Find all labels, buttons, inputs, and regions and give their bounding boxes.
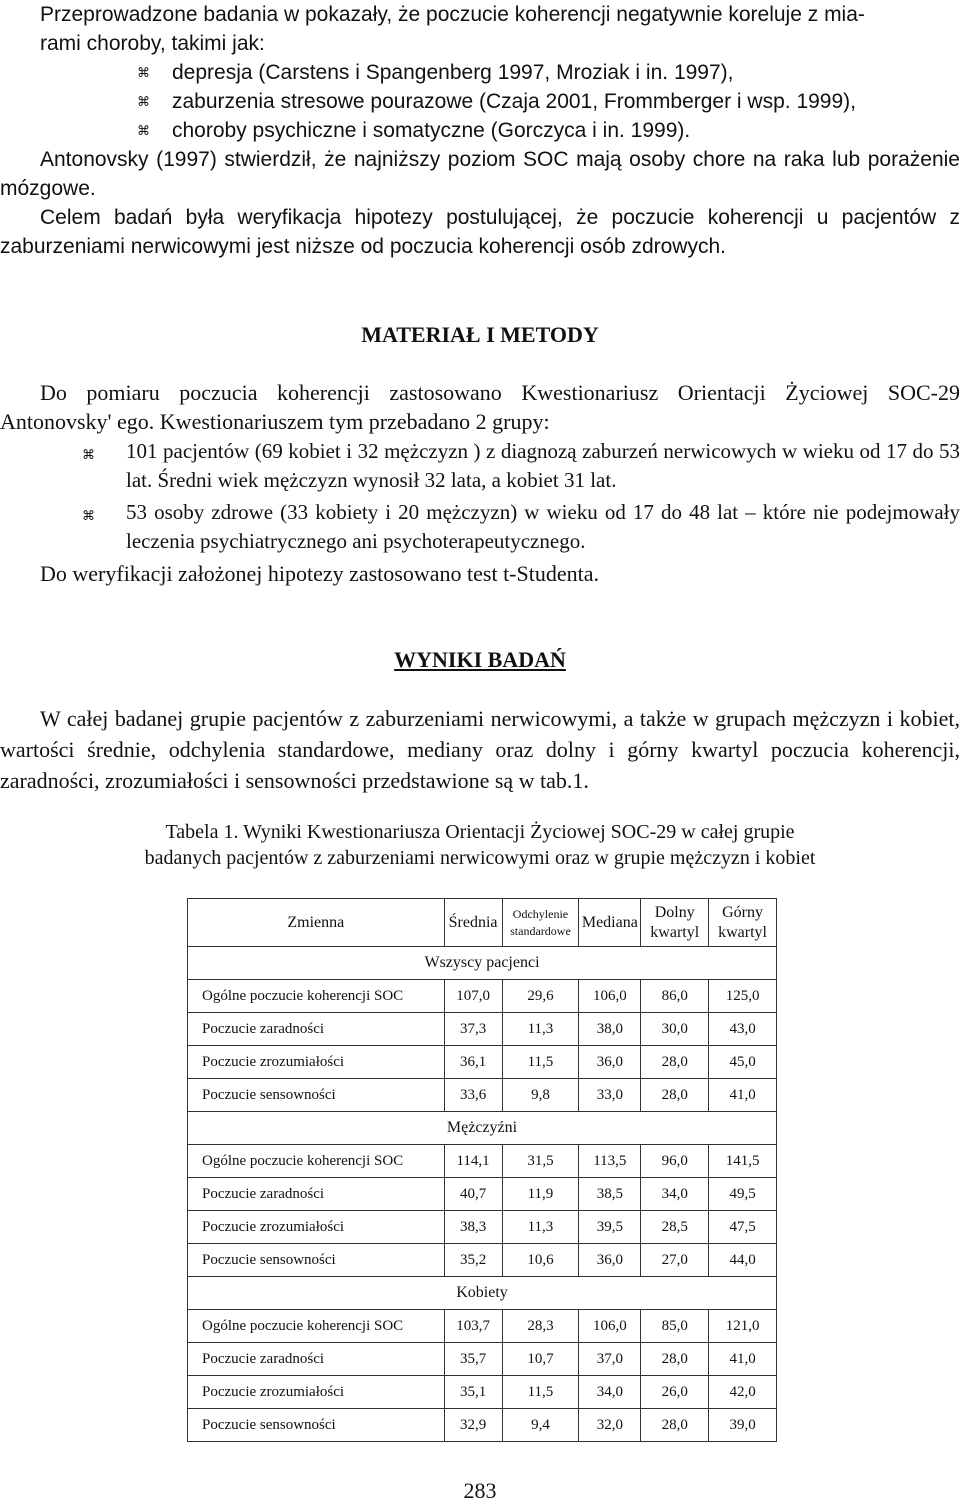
value-cell: 106,0 <box>579 1310 641 1343</box>
methods-heading: MATERIAŁ I METODY <box>361 322 599 347</box>
table-row <box>188 1145 777 1178</box>
results-heading: WYNIKI BADAŃ <box>394 647 566 672</box>
value-cell: 49,5 <box>709 1178 777 1211</box>
value-cell: 35,1 <box>444 1376 502 1409</box>
intro-line-2: rami choroby, takimi jak: <box>40 32 265 55</box>
value-cell: 47,5 <box>709 1211 777 1244</box>
row-variable-cell: Ogólne poczucie koherencji SOC <box>188 1145 445 1178</box>
value-cell: 28,3 <box>502 1310 579 1343</box>
methods-closing: Do weryfikacji założonej hipotezy zastosowano test t-Studenta. <box>40 561 599 586</box>
value-cell: 37,3 <box>444 1013 502 1046</box>
table-group-row <box>188 947 777 980</box>
value-cell: 32,9 <box>444 1409 502 1442</box>
value-cell: 11,5 <box>502 1046 579 1079</box>
value-cell: 11,3 <box>502 1211 579 1244</box>
table-row <box>188 1046 777 1079</box>
table-row <box>188 980 777 1013</box>
table-row <box>188 1211 777 1244</box>
value-cell: 11,3 <box>502 1013 579 1046</box>
table-row <box>188 1343 777 1376</box>
value-cell: 38,3 <box>444 1211 502 1244</box>
bullet-icon: ⌘ <box>137 123 150 138</box>
results-paragraph: W całej badanej grupie pacjentów z zaburzeniami nerwicowymi, a także w grupach mężczyzn i kobiet, wartości średnie, odchylenia standardowe, mediany oraz dolny i górny kwartyl poczucia koherencji, zaradności, zrozumiałości i sensowności przedstawione są w tab.1. <box>0 706 960 793</box>
value-cell: 11,9 <box>502 1178 579 1211</box>
value-cell: 36,0 <box>579 1046 641 1079</box>
intro-bullet-3: choroby psychiczne i somatyczne (Gorczyca i in. 1999). <box>172 119 691 142</box>
value-cell: 35,7 <box>444 1343 502 1376</box>
value-cell: 42,0 <box>709 1376 777 1409</box>
row-variable-cell: Ogólne poczucie koherencji SOC <box>188 1310 445 1343</box>
value-cell: 44,0 <box>709 1244 777 1277</box>
intro-bullet-1: depresja (Carstens i Spangenberg 1997, Mroziak i in. 1997), <box>172 61 734 84</box>
value-cell: 30,0 <box>641 1013 709 1046</box>
table-group-row <box>188 1112 777 1145</box>
value-cell: 33,0 <box>579 1079 641 1112</box>
value-cell: 40,7 <box>444 1178 502 1211</box>
methods-bullet-2: 53 osoby zdrowe (33 kobiety i 20 mężczyzn) w wieku od 17 do 48 lat – które nie podejmowały leczenia psychiatrycznego ani psychoterapeutycznego. <box>126 500 960 553</box>
value-cell: 85,0 <box>641 1310 709 1343</box>
value-cell: 9,4 <box>502 1409 579 1442</box>
table-body <box>188 947 777 1442</box>
row-variable-cell: Poczucie zaradności <box>188 1013 445 1046</box>
row-variable-cell: Ogólne poczucie koherencji SOC <box>188 980 445 1013</box>
value-cell: 86,0 <box>641 980 709 1013</box>
antonovsky-paragraph: Antonovsky (1997) stwierdził, że najniższy poziom SOC mają osoby chore na raka lub porażenie mózgowe. <box>0 148 960 200</box>
row-variable-cell: Poczucie zaradności <box>188 1343 445 1376</box>
header-mean: Średnia <box>444 899 502 947</box>
intro-line-1: Przeprowadzone badania w pokazały, że poczucie koherencji negatywnie koreluje z mia- <box>40 3 865 26</box>
page-number: 283 <box>463 1478 497 1503</box>
value-cell: 28,0 <box>641 1046 709 1079</box>
group-title: Mężczyźni <box>188 1112 777 1145</box>
value-cell: 39,5 <box>579 1211 641 1244</box>
table-row <box>188 1244 777 1277</box>
header-q1: Dolny kwartyl <box>641 899 709 947</box>
value-cell: 28,0 <box>641 1079 709 1112</box>
table-row <box>188 1310 777 1343</box>
value-cell: 121,0 <box>709 1310 777 1343</box>
value-cell: 141,5 <box>709 1145 777 1178</box>
row-variable-cell: Poczucie zrozumiałości <box>188 1046 445 1079</box>
table-caption-line-2: badanych pacjentów z zaburzeniami nerwicowymi oraz w grupie mężczyzn i kobiet <box>144 847 816 869</box>
bullet-icon: ⌘ <box>82 447 95 462</box>
row-variable-cell: Poczucie sensowności <box>188 1244 445 1277</box>
row-variable-cell: Poczucie zaradności <box>188 1178 445 1211</box>
row-variable-cell: Poczucie sensowności <box>188 1079 445 1112</box>
value-cell: 43,0 <box>709 1013 777 1046</box>
table-row <box>188 1409 777 1442</box>
value-cell: 103,7 <box>444 1310 502 1343</box>
value-cell: 106,0 <box>579 980 641 1013</box>
group-title: Kobiety <box>188 1277 777 1310</box>
bullet-icon: ⌘ <box>82 508 95 523</box>
table-row <box>188 1178 777 1211</box>
value-cell: 29,6 <box>502 980 579 1013</box>
value-cell: 28,0 <box>641 1409 709 1442</box>
value-cell: 11,5 <box>502 1376 579 1409</box>
table-row <box>188 1013 777 1046</box>
value-cell: 113,5 <box>579 1145 641 1178</box>
table-caption-line-1: Tabela 1. Wyniki Kwestionariusza Orientacji Życiowej SOC-29 w całej grupie <box>165 821 795 843</box>
value-cell: 37,0 <box>579 1343 641 1376</box>
value-cell: 45,0 <box>709 1046 777 1079</box>
header-q3: Górny kwartyl <box>709 899 777 947</box>
value-cell: 10,6 <box>502 1244 579 1277</box>
value-cell: 35,2 <box>444 1244 502 1277</box>
aim-paragraph: Celem badań była weryfikacja hipotezy postulującej, że poczucie koherencji u pacjentów z zaburzeniami nerwicowymi jest niższe od poczucia koherencji osób zdrowych. <box>0 206 960 258</box>
bullet-icon: ⌘ <box>137 65 150 80</box>
row-variable-cell: Poczucie zrozumiałości <box>188 1376 445 1409</box>
value-cell: 96,0 <box>641 1145 709 1178</box>
value-cell: 26,0 <box>641 1376 709 1409</box>
intro-bullet-2: zaburzenia stresowe pourazowe (Czaja 2001, Frommberger i wsp. 1999), <box>172 90 856 113</box>
row-variable-cell: Poczucie zrozumiałości <box>188 1211 445 1244</box>
value-cell: 41,0 <box>709 1079 777 1112</box>
table-row <box>188 1079 777 1112</box>
value-cell: 9,8 <box>502 1079 579 1112</box>
value-cell: 28,0 <box>641 1343 709 1376</box>
value-cell: 36,1 <box>444 1046 502 1079</box>
value-cell: 114,1 <box>444 1145 502 1178</box>
group-title: Wszyscy pacjenci <box>188 947 777 980</box>
methods-bullet-1: 101 pacjentów (69 kobiet i 32 mężczyzn ) z diagnozą zaburzeń nerwicowych w wieku od 17 do 53 lat. Średni wiek mężczyzn wynosił 32 lata, a kobiet 31 lat. <box>126 439 960 492</box>
value-cell: 34,0 <box>579 1376 641 1409</box>
value-cell: 36,0 <box>579 1244 641 1277</box>
row-variable-cell: Poczucie sensowności <box>188 1409 445 1442</box>
header-variable: Zmienna <box>188 899 445 947</box>
value-cell: 32,0 <box>579 1409 641 1442</box>
value-cell: 38,5 <box>579 1178 641 1211</box>
value-cell: 27,0 <box>641 1244 709 1277</box>
value-cell: 10,7 <box>502 1343 579 1376</box>
value-cell: 31,5 <box>502 1145 579 1178</box>
value-cell: 38,0 <box>579 1013 641 1046</box>
value-cell: 39,0 <box>709 1409 777 1442</box>
header-median: Mediana <box>579 899 641 947</box>
value-cell: 125,0 <box>709 980 777 1013</box>
value-cell: 107,0 <box>444 980 502 1013</box>
bullet-icon: ⌘ <box>137 94 150 109</box>
value-cell: 41,0 <box>709 1343 777 1376</box>
results-table <box>187 898 777 1442</box>
table-header-row <box>188 899 777 947</box>
value-cell: 34,0 <box>641 1178 709 1211</box>
header-sd: Odchylenie standardowe <box>502 899 579 947</box>
table-row <box>188 1376 777 1409</box>
value-cell: 33,6 <box>444 1079 502 1112</box>
methods-paragraph: Do pomiaru poczucia koherencji zastosowano Kwestionariusz Orientacji Życiowej SOC-29 Antonovsky' ego. Kwestionariuszem tym przebadano 2 grupy: <box>0 380 960 434</box>
value-cell: 28,5 <box>641 1211 709 1244</box>
table-group-row <box>188 1277 777 1310</box>
